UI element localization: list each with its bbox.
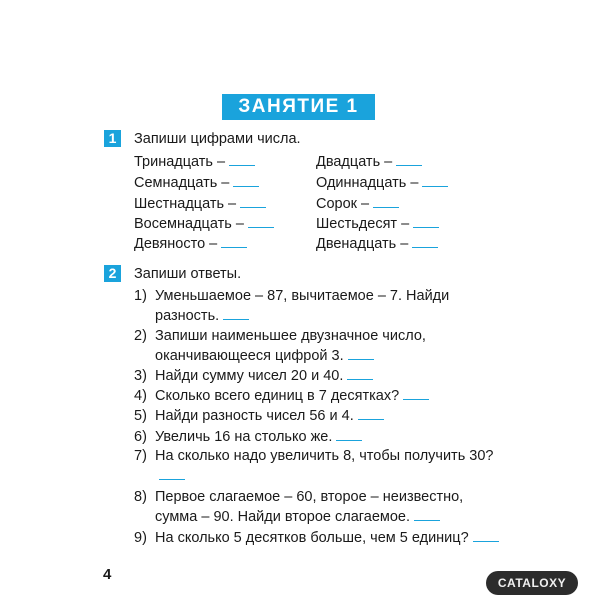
answer-blank[interactable] (473, 529, 499, 542)
question-item: 1) Уменьшаемое – 87, вычитаемое – 7. Найди разность. (134, 288, 450, 324)
answer-blank[interactable] (221, 235, 247, 248)
answer-blank[interactable] (413, 215, 439, 228)
answer-blank[interactable] (159, 467, 185, 480)
answer-blank[interactable] (412, 235, 438, 248)
task-1-right-item: Двадцать – (316, 153, 422, 171)
answer-blank[interactable] (248, 215, 274, 228)
answer-blank[interactable] (373, 195, 399, 208)
answer-blank[interactable] (229, 153, 255, 166)
task-1-right-item: Шестьдесят – (316, 215, 439, 233)
task-1-title: Запиши цифрами числа. (134, 131, 301, 147)
task-1-left-item: Шестнадцать – (134, 195, 266, 213)
question-item: 2) Запиши наименьшее двузначное число, оканчивающееся цифрой 3. (134, 328, 426, 364)
lesson-title: ЗАНЯТИЕ 1 (222, 94, 375, 120)
question-item: 9) На сколько 5 десятков больше, чем 5 единиц? (134, 528, 504, 548)
answer-blank[interactable] (358, 407, 384, 420)
answer-blank[interactable] (403, 387, 429, 400)
task-1-left-item: Семнадцать – (134, 174, 259, 192)
answer-blank[interactable] (414, 508, 440, 521)
question-item: 6) Увеличь 16 на столько же. (134, 427, 504, 447)
task-1-right-item: Двенадцать – (316, 235, 438, 253)
task-1-left-item: Восемнадцать – (134, 215, 274, 233)
task-1-right-item: Сорок – (316, 195, 399, 213)
task-2-number: 2 (104, 265, 121, 282)
watermark-logo: CATALOXY (486, 571, 578, 595)
task-2-title: Запиши ответы. (134, 266, 242, 282)
answer-blank[interactable] (233, 174, 259, 187)
question-item: 3) Найди сумму чисел 20 и 40. (134, 366, 504, 386)
page-number: 4 (103, 566, 112, 583)
task-1-number: 1 (104, 130, 121, 147)
task-1-left-item: Девяносто – (134, 235, 247, 253)
answer-blank[interactable] (422, 174, 448, 187)
answer-blank[interactable] (240, 195, 266, 208)
answer-blank[interactable] (396, 153, 422, 166)
question-item: 8) Первое слагаемое – 60, второе – неизвестно, сумма – 90. Найди второе слагаемое. (134, 489, 464, 525)
task-1-right-item: Одиннадцать – (316, 174, 448, 192)
question-item: 7) На сколько надо увеличить 8, чтобы получить 30? (134, 446, 504, 486)
answer-blank[interactable] (347, 367, 373, 380)
answer-blank[interactable] (348, 347, 374, 360)
question-item: 4) Сколько всего единиц в 7 десятках? (134, 386, 504, 406)
question-item: 5) Найди разность чисел 56 и 4. (134, 406, 504, 426)
task-1-left-item: Тринадцать – (134, 153, 255, 171)
answer-blank[interactable] (223, 307, 249, 320)
answer-blank[interactable] (336, 428, 362, 441)
